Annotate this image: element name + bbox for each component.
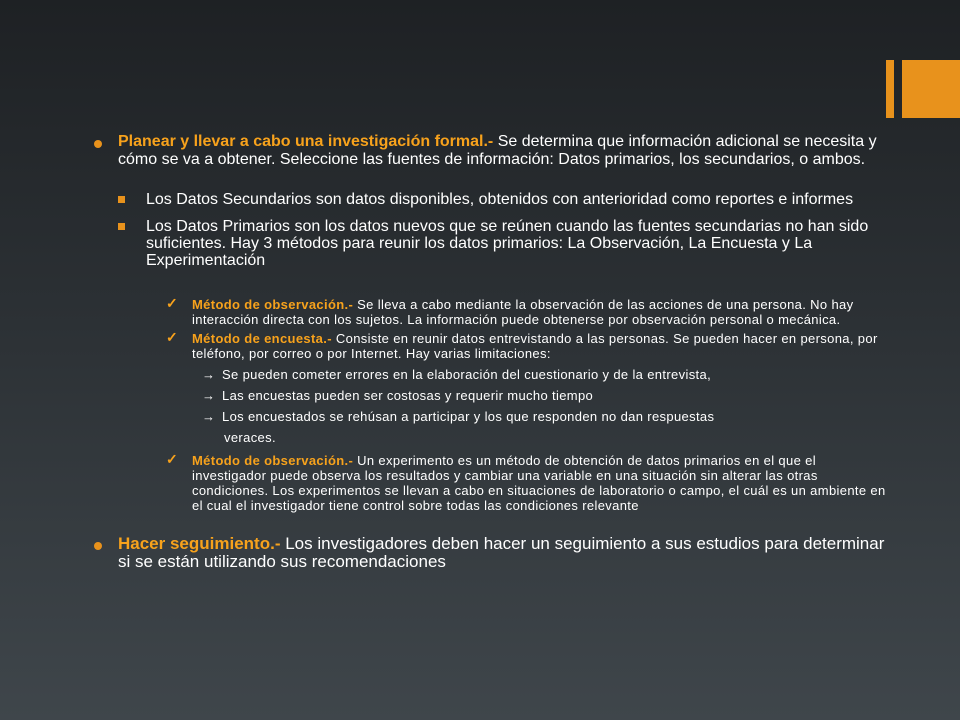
- arrow-right-icon: →: [202, 367, 216, 382]
- check-icon: ✓: [166, 295, 179, 311]
- circle-bullet-icon: [94, 542, 102, 550]
- method-observation: [94, 297, 894, 327]
- method-text: Un experimento es un método de obtención de datos primarios en el que el investigador puede observa los resultados y cambiar una variable en una situación sin alterar las otras condiciones. Los experimentos se llevan a cabo en situaciones de laboratorio o campo, el cuál es un ambiente en el cual el investigador tiene control sobre todas las condiciones relevante: [192, 453, 886, 513]
- limitation-item: [94, 366, 894, 384]
- bullet-item-follow-up: [94, 535, 894, 571]
- method-heading: Método de observación.-: [192, 297, 354, 312]
- check-icon: ✓: [166, 329, 179, 345]
- square-bullet-icon: [118, 196, 125, 203]
- decoration-bar-thick: [902, 60, 960, 118]
- sub-item-text: Los Datos Secundarios son datos disponibles, obtenidos con anterioridad como reportes e informes: [146, 191, 854, 208]
- limitation-text: Se pueden cometer errores en la elaboración del cuestionario y de la entrevista,: [222, 367, 712, 382]
- method-survey: [94, 331, 894, 361]
- method-experiment: [94, 453, 894, 513]
- limitation-text: Los encuestados se rehúsan a participar y los que responden no dan respuestas: [222, 409, 715, 424]
- limitation-item: [94, 387, 894, 405]
- sub-item-primary-data: [94, 218, 894, 269]
- limitation-continuation: veraces.: [224, 430, 276, 445]
- bullet-text: Los investigadores deben hacer un seguimiento a sus estudios para determinar si se están utilizando sus recomendaciones: [118, 534, 885, 571]
- square-bullet-icon: [118, 223, 125, 230]
- decoration-bar-thin: [886, 60, 894, 118]
- method-text: Consiste en reunir datos entrevistando a las personas. Se pueden hacer en persona, por teléfono, por correo o por Internet. Hay varias limitaciones:: [192, 331, 878, 361]
- circle-bullet-icon: [94, 140, 102, 148]
- arrow-right-icon: →: [202, 409, 216, 424]
- slide-content: [94, 133, 894, 571]
- arrow-right-icon: →: [202, 388, 216, 403]
- sub-item-secondary-data: [94, 191, 894, 208]
- bullet-item-investigation: [94, 133, 894, 169]
- method-heading: Método de encuesta.-: [192, 331, 332, 346]
- limitation-item: [94, 408, 894, 426]
- method-heading: Método de observación.-: [192, 453, 354, 468]
- bullet-heading: Planear y llevar a cabo una investigación formal.-: [118, 133, 494, 150]
- check-icon: ✓: [166, 451, 179, 467]
- bullet-heading: Hacer seguimiento.-: [118, 534, 281, 553]
- bullet-text: Se determina que información adicional se necesita y cómo se va a obtener. Seleccione las fuentes de información: Datos primarios, los secundarios, o ambos.: [118, 133, 877, 168]
- sub-item-text: Los Datos Primarios son los datos nuevos que se reúnen cuando las fuentes secundarias no han sido suficientes. Hay 3 métodos para reunir los datos primarios: La Observación, La Encuesta y La Experimentación: [146, 218, 869, 269]
- limitation-text: Las encuestas pueden ser costosas y requerir mucho tiempo: [222, 388, 594, 403]
- method-text: Se lleva a cabo mediante la observación de las acciones de una persona. No hay interacción directa con los sujetos. La información puede obtenerse por observación personal o mecánica.: [192, 297, 854, 327]
